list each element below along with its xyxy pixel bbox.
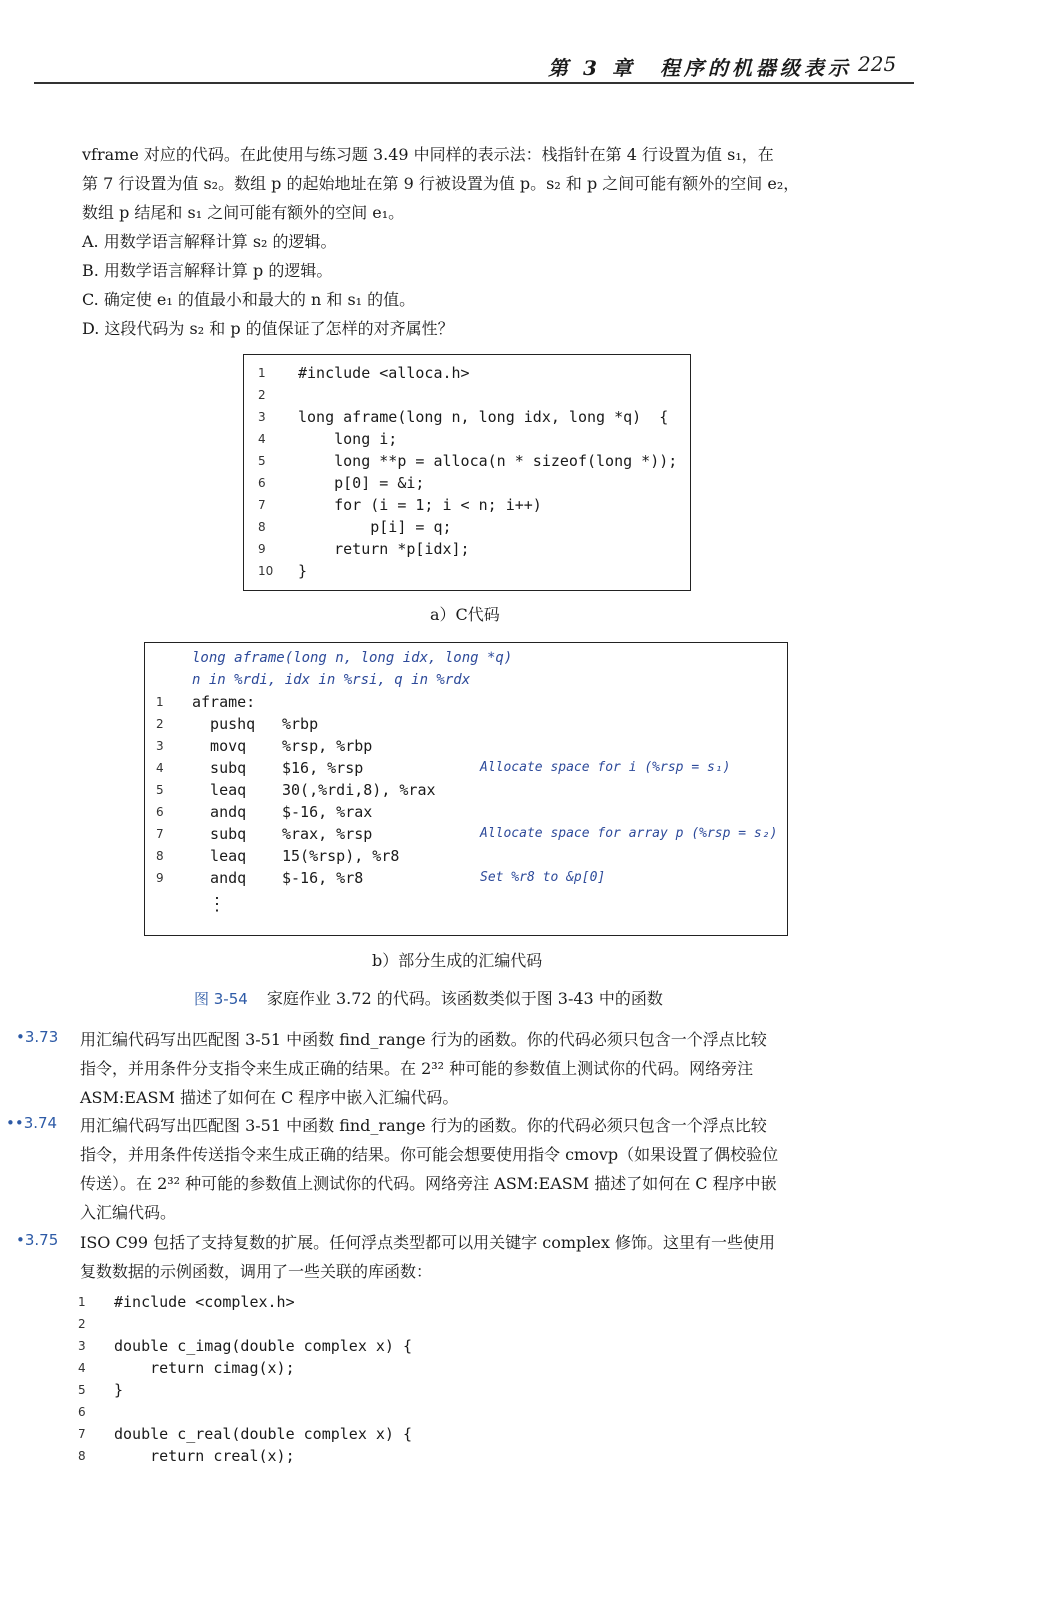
- asm-args: 30(,%rdi,8), %rax: [282, 781, 436, 799]
- exercise-3-73-line-1: 用汇编代码写出匹配图 3-51 中函数 find_range 行为的函数。你的代码必须只包含一个浮点比较: [80, 1030, 767, 1049]
- exercise-number: ••3.74: [6, 1114, 58, 1132]
- asm-listing: [156, 691, 777, 889]
- line-number: 10: [258, 564, 274, 578]
- asm-op: movq: [192, 737, 247, 755]
- line-number: 4: [258, 432, 266, 446]
- line-number: 5: [156, 783, 164, 797]
- exercise-number: •3.75: [16, 1231, 59, 1249]
- asm-op: subq: [192, 759, 247, 777]
- asm-args: %rbp: [282, 715, 319, 733]
- question-c: C. 确定使 e₁ 的值最小和最大的 n 和 s₁ 的值。: [82, 290, 416, 309]
- question-b: B. 用数学语言解释计算 p 的逻辑。: [82, 261, 333, 280]
- line-number: 4: [156, 761, 164, 775]
- code-line: }: [298, 562, 308, 580]
- code-line: return cimag(x);: [114, 1359, 295, 1377]
- asm-args: 15(%rsp), %r8: [282, 847, 400, 865]
- asm-header-signature: long aframe(long n, long idx, long *q): [192, 650, 513, 666]
- line-number: 8: [156, 849, 164, 863]
- question-a: A. 用数学语言解释计算 s₂ 的逻辑。: [82, 232, 337, 251]
- exercise-3-74-line-3: 传送）。在 2³² 种可能的参数值上测试你的代码。网络旁注 ASM:EASM 描述了如何在 C 程序中嵌: [80, 1174, 777, 1193]
- asm-comment: Allocate space for array p (%rsp = s₂): [480, 826, 778, 841]
- code-line: p[i] = q;: [298, 518, 452, 536]
- line-number: 2: [156, 717, 164, 731]
- line-number: 3: [78, 1339, 86, 1353]
- asm-comment: Allocate space for i (%rsp = s₁): [480, 760, 731, 775]
- asm-args: $-16, %rax: [282, 803, 373, 821]
- exercise-3-75-line-2: 复数数据的示例函数，调用了一些关联的库函数：: [80, 1262, 433, 1281]
- code-line: double c_imag(double complex x) {: [114, 1337, 413, 1355]
- figure-caption: [194, 986, 663, 1009]
- code-line: #include <complex.h>: [114, 1293, 295, 1311]
- line-number: 9: [258, 542, 266, 556]
- code-line: long **p = alloca(n * sizeof(long *));: [298, 452, 678, 470]
- line-number: 6: [78, 1405, 86, 1419]
- line-number: 1: [258, 366, 266, 380]
- figure-caption-text: 家庭作业 3.72 的代码。该函数类似于图 3-43 中的函数: [266, 989, 663, 1008]
- line-number: 9: [156, 871, 164, 885]
- code-line: for (i = 1; i < n; i++): [298, 496, 542, 514]
- line-number: 6: [258, 476, 266, 490]
- code-line: return creal(x);: [114, 1447, 295, 1465]
- line-number: 5: [78, 1383, 86, 1397]
- chapter-title: 第 3 章 程序的机器级表示: [548, 56, 852, 80]
- line-number: 5: [258, 454, 266, 468]
- code-line: }: [114, 1381, 124, 1399]
- header-rule: [34, 82, 914, 84]
- line-number: 8: [78, 1449, 86, 1463]
- asm-comment: Set %r8 to &p[0]: [480, 870, 606, 885]
- asm-code-caption: b）部分生成的汇编代码: [372, 951, 543, 970]
- asm-op: pushq: [192, 715, 256, 733]
- asm-args: [282, 691, 480, 713]
- line-number: 3: [258, 410, 266, 424]
- complex-code-listing: [78, 1291, 412, 1467]
- code-line: #include <alloca.h>: [298, 364, 470, 382]
- page-number: 225: [858, 52, 897, 76]
- exercise-number: •3.73: [16, 1028, 59, 1046]
- asm-op: leaq: [192, 847, 247, 865]
- line-number: 3: [156, 739, 164, 753]
- c-code-listing: [258, 362, 677, 582]
- asm-args: $-16, %r8: [282, 869, 364, 887]
- line-number: 8: [258, 520, 266, 534]
- asm-args: $16, %rsp: [282, 759, 364, 777]
- exercise-3-74-line-4: 入汇编代码。: [80, 1203, 177, 1222]
- asm-op: andq: [192, 869, 247, 887]
- asm-ellipsis: ⋮: [208, 894, 226, 915]
- exercise-3-74-line-2: 指令，并用条件传送指令来生成正确的结果。你可能会想要使用指令 cmovp（如果设置了偶校验位: [80, 1145, 779, 1164]
- c-code-caption: a）C代码: [430, 605, 500, 624]
- asm-header-registers: n in %rdi, idx in %rsi, q in %rdx: [192, 672, 471, 688]
- line-number: 7: [78, 1427, 86, 1441]
- figure-label: 图 3-54: [194, 990, 248, 1008]
- line-number: 2: [78, 1317, 86, 1331]
- exercise-3-73-line-2: 指令，并用条件分支指令来生成正确的结果。在 2³² 种可能的参数值上测试你的代码。网络旁注: [80, 1059, 754, 1078]
- code-line: return *p[idx];: [298, 540, 470, 558]
- line-number: 2: [258, 388, 266, 402]
- asm-op: subq: [192, 825, 247, 843]
- intro-line-1: vframe 对应的代码。在此使用与练习题 3.49 中同样的表示法：栈指针在第 4 行设置为值 s₁，在: [82, 145, 774, 164]
- intro-line-2: 第 7 行设置为值 s₂。数组 p 的起始地址在第 9 行被设置为值 p。s₂ 和 p 之间可能有额外的空间 e₂，: [82, 174, 800, 193]
- code-line: double c_real(double complex x) {: [114, 1425, 413, 1443]
- code-line: p[0] = &i;: [298, 474, 425, 492]
- intro-line-3: 数组 p 结尾和 s₁ 之间可能有额外的空间 e₁。: [82, 203, 405, 222]
- line-number: 7: [156, 827, 164, 841]
- asm-op: aframe:: [192, 693, 256, 711]
- line-number: 4: [78, 1361, 86, 1375]
- code-line: long aframe(long n, long idx, long *q) {: [298, 408, 669, 426]
- question-d: D. 这段代码为 s₂ 和 p 的值保证了怎样的对齐属性？: [82, 319, 454, 338]
- line-number: 6: [156, 805, 164, 819]
- asm-args: %rax, %rsp: [282, 825, 373, 843]
- exercise-3-74-line-1: 用汇编代码写出匹配图 3-51 中函数 find_range 行为的函数。你的代码必须只包含一个浮点比较: [80, 1116, 767, 1135]
- code-line: long i;: [298, 430, 398, 448]
- line-number: 1: [78, 1295, 86, 1309]
- asm-op: andq: [192, 803, 247, 821]
- exercise-3-73-line-3: ASM:EASM 描述了如何在 C 程序中嵌入汇编代码。: [80, 1088, 459, 1107]
- asm-args: %rsp, %rbp: [282, 737, 373, 755]
- exercise-3-75-line-1: ISO C99 包括了支持复数的扩展。任何浮点类型都可以用关键字 complex 修饰。这里有一些使用: [80, 1233, 775, 1252]
- line-number: 1: [156, 695, 164, 709]
- asm-op: leaq: [192, 781, 247, 799]
- line-number: 7: [258, 498, 266, 512]
